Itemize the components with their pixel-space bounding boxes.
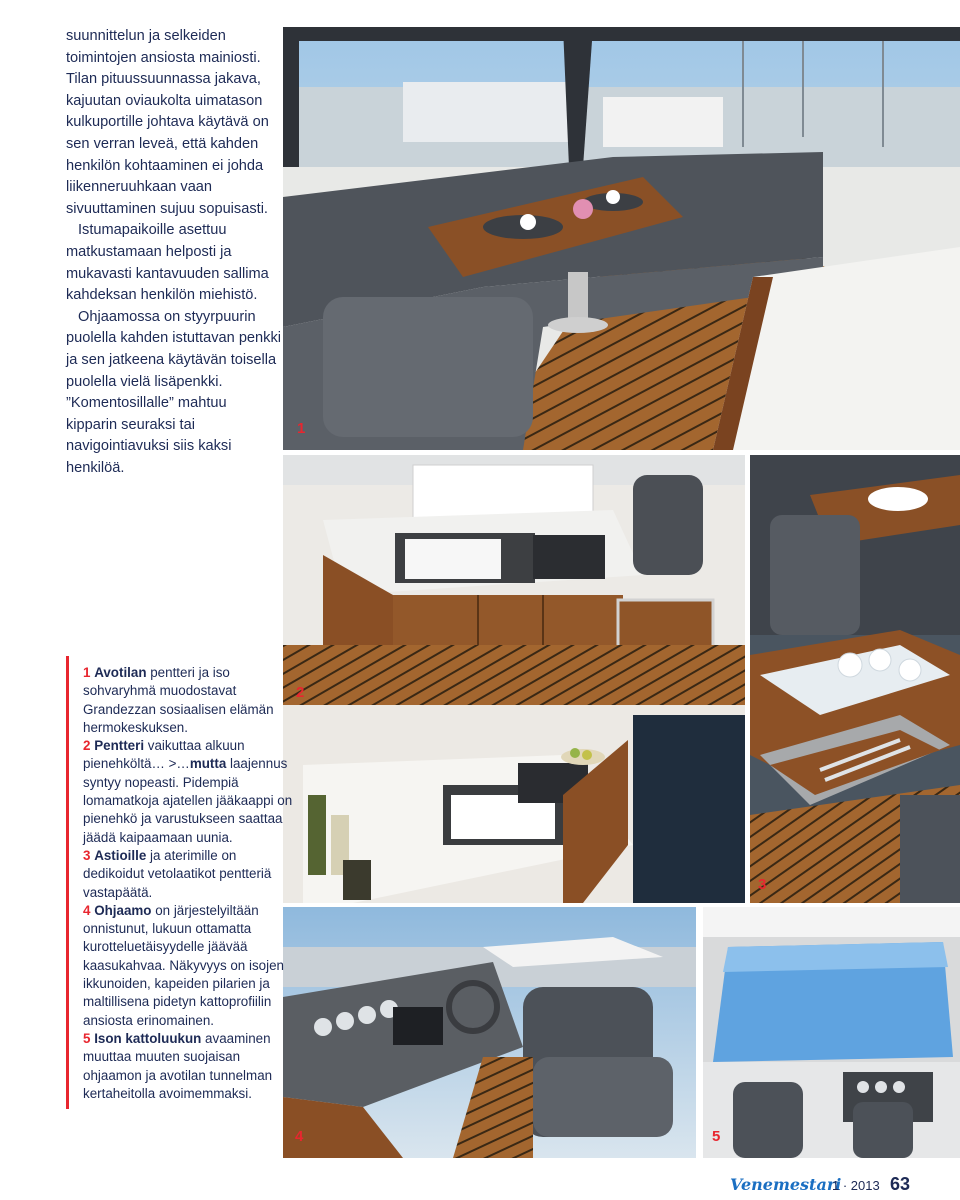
article-paragraph: suunnittelun ja selkeiden toimintojen ansiosta mainiosti. Tilan pituussuunnassa jakava, kajuutan oviaukolta uimatason kulkuportille johtava käytävä on sen verran leveä, että kahden henkilön kohtaaminen ei johda liikenneruuhkaan vaan sivuuttaminen sujuu sopuisasti.: [66, 28, 269, 217]
caption-number: 3: [83, 847, 91, 863]
caption-2: [83, 737, 293, 847]
article-paragraph: Ohjaamossa on styyrpuurin puolella kahden istuttavan penkki ja sen jatkeena käytävän toisella puolella vielä lisäpenkki. ”Komentosillalle” mahtuu kipparin seuraksi tai navigointiavuksi siis kaksi henkilöä.: [66, 308, 282, 476]
article-text: [66, 26, 281, 479]
caption-keyword: Avotilan: [94, 665, 147, 680]
caption-text: laajennus syntyy nopeasti. Pidempiä lomamatkoja ajatellen jääkaappi on pienehkö ja varustukseen saattaa jäädä kaipaamaan uunia.: [83, 756, 293, 845]
photo-roof-hatch: [703, 907, 960, 1158]
caption-keyword: mutta: [189, 756, 227, 772]
caption-text: pentteri ja iso sohvaryhmä muodostavat Grandezzan sosiaalisen elämän hermokeskuksen.: [83, 665, 274, 735]
caption-keyword: Ison kattoluukun: [94, 1030, 202, 1046]
caption-text: vaikuttaa alkuun pienehköltä… >…: [83, 738, 245, 772]
photo-number-badge: 4: [295, 1128, 304, 1145]
caption-number: 2: [83, 738, 91, 754]
caption-keyword: Astioille: [94, 847, 147, 863]
caption-number: 5: [83, 1030, 91, 1046]
photo-number-badge: 3: [758, 876, 767, 893]
photo-number-badge: 1: [297, 420, 306, 437]
caption-text: on järjestelyiltään onnistunut, lukuun ottamatta kurotteluetäisyydelle jäävää kaasukahvaa. Näkyvyys on isojen ikkunoiden, kapeiden pilarien ja maltillisena pidetyn kattoprofiilin ansiosta erinomainen.: [83, 902, 284, 1028]
article-paragraph: Istumapaikoille asettuu matkustamaan helposti ja mukavasti kantavuuden sallima kahdeksan henkilön miehistö.: [66, 222, 269, 304]
page-number: 63: [890, 1174, 911, 1194]
caption-1: [83, 664, 293, 737]
photo-captions: [66, 656, 293, 1109]
issue-number: 1 · 2013: [832, 1178, 880, 1193]
photo-number-badge: 2: [296, 684, 305, 701]
caption-4: [83, 902, 293, 1030]
caption-5: [83, 1030, 293, 1103]
photo-galley-extension: [283, 645, 745, 903]
galley-extension-illustration: [283, 645, 745, 903]
helm-illustration: [283, 907, 696, 1158]
magazine-logo: Venemestari: [730, 1175, 842, 1194]
photo-helm: [283, 907, 696, 1158]
caption-number: 1: [83, 665, 91, 680]
caption-keyword: Pentteri: [94, 738, 145, 754]
roof-hatch-illustration: [703, 907, 960, 1158]
caption-3: [83, 847, 293, 902]
cutlery-drawers-illustration: [750, 455, 960, 903]
caption-keyword: Ohjaamo: [94, 902, 152, 918]
photo-number-badge: 5: [712, 1128, 721, 1145]
photo-cockpit-sofa: [283, 27, 960, 450]
photo-cutlery-drawers: [750, 455, 960, 903]
caption-text: avaaminen muuttaa muuten suojaisan ohjaamon ja avotilan tunnelman kertaheitolla avoimemmaksi.: [83, 1030, 273, 1101]
caption-text: ja aterimille on dedikoidut vetolaatikot pentteriä vastapäätä.: [83, 847, 272, 900]
cockpit-sofa-illustration: [283, 27, 960, 450]
page-footer: [730, 1172, 950, 1198]
caption-number: 4: [83, 902, 91, 918]
